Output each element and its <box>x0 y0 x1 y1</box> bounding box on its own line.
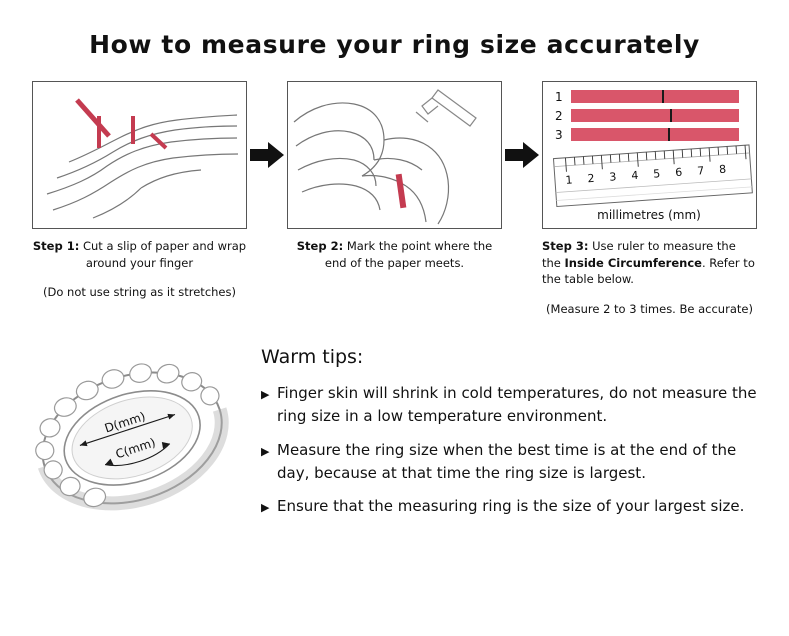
svg-text:2: 2 <box>587 171 595 186</box>
svg-text:6: 6 <box>674 165 683 180</box>
ring-illustration <box>20 342 255 536</box>
svg-text:3: 3 <box>555 128 563 142</box>
tip-text-1: Finger skin will shrink in cold temperatures, do not measure the ring size in a low temperature environment. <box>277 384 757 426</box>
step-1-note: (Do not use string as it stretches) <box>43 285 236 300</box>
step-3-column <box>542 81 757 316</box>
svg-text:D(mm): D(mm) <box>102 409 148 436</box>
tip-item-1 <box>261 382 769 429</box>
svg-text:7: 7 <box>696 164 705 178</box>
step-3-caption <box>542 238 757 288</box>
step-3-text-part-1: Use ruler to measure the <box>588 239 736 253</box>
step-1-label: Step 1: <box>32 239 80 253</box>
svg-text:millimetres (mm): millimetres (mm) <box>597 208 701 222</box>
step-1-text: Cut a slip of paper and wrap around your finger <box>79 239 247 270</box>
step-1-caption <box>32 238 247 271</box>
tip-text-2: Measure the ring size when the best time is at the end of the day, because at that time the ring size is largest. <box>277 440 737 482</box>
step-3-panel <box>542 81 757 229</box>
svg-text:1: 1 <box>565 173 573 187</box>
step-3-note: (Measure 2 to 3 times. Be accurate) <box>546 302 753 317</box>
tips-heading: Warm tips: <box>261 346 364 369</box>
svg-text:3: 3 <box>608 170 617 184</box>
bullet-icon: ▶ <box>261 388 270 402</box>
ruler-with-paper-strips-icon <box>543 82 756 228</box>
arrow-1-icon <box>247 81 287 229</box>
step-1-column <box>32 81 247 299</box>
svg-text:C(mm): C(mm) <box>113 435 158 462</box>
hand-marking-paper-icon <box>288 82 501 228</box>
tip-item-2 <box>261 439 769 486</box>
hand-with-paper-strip-icon <box>33 82 246 228</box>
bullet-icon: ▶ <box>261 444 270 458</box>
step-3-text-part-3: . Refer to the table below. <box>542 255 755 287</box>
svg-text:2: 2 <box>555 109 563 123</box>
eternity-ring-icon <box>20 342 250 532</box>
svg-text:5: 5 <box>652 167 661 181</box>
step-3-emphasis: Inside Circumference <box>564 255 702 270</box>
svg-text:1: 1 <box>555 90 563 104</box>
tip-item-3 <box>261 495 769 518</box>
step-3-text-part-2: the <box>542 255 565 270</box>
page-title: How to measure your ring size accurately <box>89 30 700 59</box>
tips-list <box>255 342 769 536</box>
bullet-icon: ▶ <box>261 501 270 515</box>
svg-text:8: 8 <box>718 162 727 177</box>
step-2-panel <box>287 81 502 229</box>
step-2-text: Mark the point where the end of the paper meets. <box>324 239 493 270</box>
tips-section <box>0 342 789 536</box>
svg-text:4: 4 <box>630 168 639 183</box>
step-1-panel <box>32 81 247 229</box>
step-2-label: Step 2: <box>296 239 344 253</box>
step-3-label: Step 3: <box>542 239 589 253</box>
step-2-column <box>287 81 502 285</box>
steps-row <box>0 81 789 316</box>
tip-text-3: Ensure that the measuring ring is the size of your largest size. <box>277 497 745 516</box>
arrow-2-icon <box>502 81 542 229</box>
step-2-caption <box>287 238 502 271</box>
